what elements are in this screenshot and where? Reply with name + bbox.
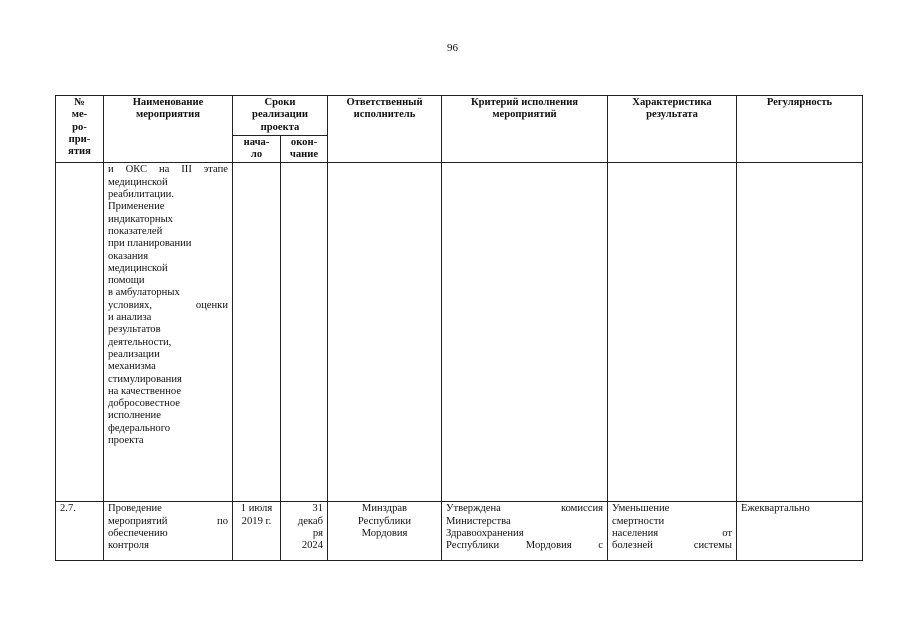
- cell-responsible-empty: [328, 163, 442, 502]
- table-row-2-7: [56, 502, 863, 561]
- header-name: Наименование мероприятия: [104, 96, 233, 163]
- header-row-1: [56, 96, 863, 136]
- cell-start: 1 июля 2019 г.: [233, 502, 281, 561]
- cell-regularity-empty: [737, 163, 863, 502]
- header-responsible: Ответственный исполнитель: [328, 96, 442, 163]
- header-regularity: Регулярность: [737, 96, 863, 163]
- cell-responsible: Минздрав Республики Мордовия: [328, 502, 442, 561]
- cell-characteristic-empty: [608, 163, 737, 502]
- table-row-continuation: [56, 163, 863, 502]
- page-number: 96: [447, 42, 458, 54]
- cell-start-empty: [233, 163, 281, 502]
- header-criterion: Критерий исполнения мероприятий: [442, 96, 608, 163]
- header-start: нача- ло: [233, 135, 281, 163]
- cell-end: 31 декаб ря 2024: [281, 502, 328, 561]
- cell-name: Проведение мероприятий по обеспечению контроля: [104, 502, 233, 561]
- cell-criterion: Утверждена комиссия Министерства Здравоохранения Республики Мордовия с: [442, 502, 608, 561]
- cell-num-empty: [56, 163, 104, 502]
- cell-criterion-empty: [442, 163, 608, 502]
- cell-characteristic: Уменьшение смертности населения от болезней системы: [608, 502, 737, 561]
- cell-regularity: Ежеквартально: [737, 502, 863, 561]
- header-deadlines: Сроки реализации проекта: [233, 96, 328, 136]
- measures-table: [55, 95, 863, 561]
- cell-num: 2.7.: [56, 502, 104, 561]
- cell-end-empty: [281, 163, 328, 502]
- cell-name-continuation: и ОКС на III этапе медицинской реабилитации. Применение индикаторных показателей при планировании оказания медицинской помощи в амбулаторных условиях, оценки и анализа результатов деятельности, реализации механизма стимулирования на качественное добросовестное исполнение федерального проекта: [104, 163, 233, 502]
- header-characteristic: Характеристика результата: [608, 96, 737, 163]
- header-end: окон- чание: [281, 135, 328, 163]
- header-num: № ме- ро- при- ятия: [56, 96, 104, 163]
